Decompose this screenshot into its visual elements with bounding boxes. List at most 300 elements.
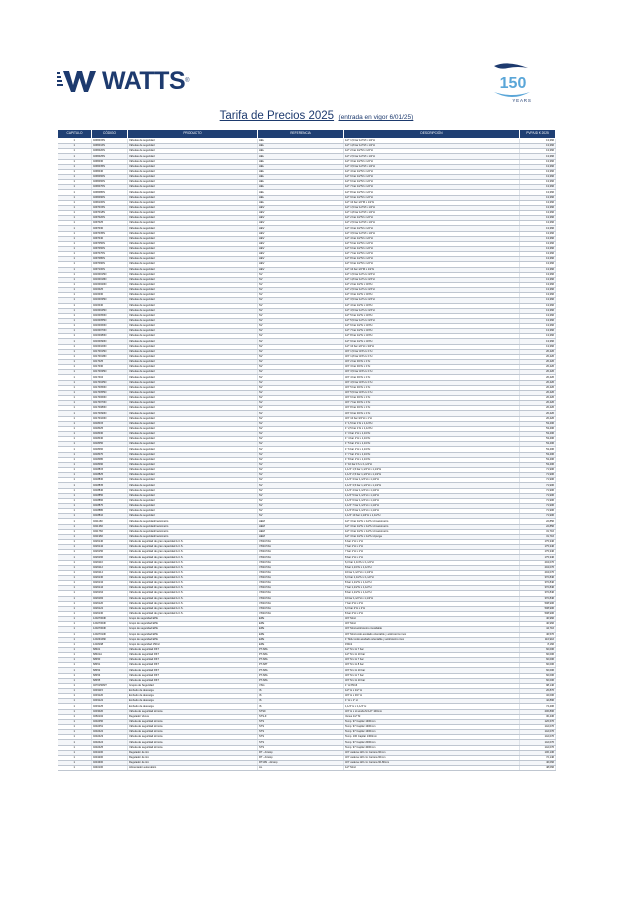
cell-referencia: VSSCTAA [258, 596, 344, 601]
cell-codigo: 02170055N [92, 390, 128, 395]
cell-referencia: HEV [258, 231, 344, 236]
cell-capitulo: 1 [58, 231, 92, 236]
cell-referencia: VSSCTAA [258, 601, 344, 606]
cell-referencia: VSSCTAA [258, 570, 344, 575]
cell-pvp: 60,00€ [520, 663, 556, 668]
cell-referencia: RT - Airstop [258, 750, 344, 755]
cell-codigo: 0232423 [92, 735, 128, 740]
cell-codigo: 0296016N [92, 144, 128, 149]
cell-capitulo: 1 [58, 380, 92, 385]
cell-referencia: IS [258, 704, 344, 709]
cell-producto: Válvulas de seguridad [128, 174, 258, 179]
cell-referencia: VSSCTAA [258, 565, 344, 570]
cell-referencia: SV [258, 288, 344, 293]
watts-w-mark-icon [57, 69, 101, 93]
cell-pvp: 370,84€ [520, 586, 556, 591]
cell-capitulo: 1 [58, 766, 92, 771]
cell-pvp: 13,36€ [520, 169, 556, 174]
cell-capitulo: 1 [58, 509, 92, 514]
cell-descripcion: 3/4" cadena 120 cm Carrera 60mm [344, 755, 520, 760]
cell-producto: Válvulas de seguridad [128, 411, 258, 416]
cell-codigo: 02160050N [92, 313, 128, 318]
cell-pvp: 204,07€ [520, 560, 556, 565]
cell-descripcion: 1" 2,5 bar 1"H x 1,1/4"H [344, 426, 520, 431]
cell-codigo: 0233020 [92, 709, 128, 714]
cell-referencia: PT-68A [258, 647, 344, 652]
cell-capitulo: 1 [58, 519, 92, 524]
cell-producto: Válvulas de seguridad [128, 426, 258, 431]
cell-producto: Regulador de tiro [128, 761, 258, 766]
cell-pvp: 142,07€ [520, 730, 556, 735]
cell-codigo: 0226142 [92, 545, 128, 550]
cell-pvp: 22,85€ [520, 519, 556, 524]
document-title [0, 106, 633, 124]
cell-capitulo: 1 [58, 205, 92, 210]
cell-codigo: 12023166F [92, 637, 128, 642]
cell-producto: Válvulas de seguridad [128, 468, 258, 473]
cell-descripcion: 1/2" 1,5 bar 1/2"M x 1/2"H [344, 205, 520, 210]
cell-capitulo: 1 [58, 426, 92, 431]
cell-descripcion: 1/2" 8 bar 1/2"M x 1/2"H [344, 257, 520, 262]
cell-descripcion: 1/2" 10 bar 1/2"M x 1/2"H [344, 267, 520, 272]
cell-descripcion: 1/2" 3 bar 1/2"H x 1/2"H c/manómetro [344, 524, 520, 529]
cell-descripcion: 1/2" 1,8 bar 1/2"M x 1/2"H [344, 210, 520, 215]
cell-descripcion: 1" 6 bar 1"H x 1,1/4"H [344, 447, 520, 452]
cell-pvp: 126,67€ [520, 719, 556, 724]
cell-producto: Válvulas de seguridad [128, 483, 258, 488]
cell-referencia: SV [258, 509, 344, 514]
cell-pvp: 13,36€ [520, 159, 556, 164]
cell-pvp: 71,90€ [520, 503, 556, 508]
cell-producto: Válvula de seguridad de gran capacidad A.C.S. [128, 570, 258, 575]
cell-pvp: 13,36€ [520, 252, 556, 257]
cell-codigo: 0218040 [92, 437, 128, 442]
cell-descripcion: 1,1/4" 1,5 bar 1,1/4"H x 1,1/2"H [344, 468, 520, 473]
cell-referencia: SV [258, 396, 344, 401]
cell-producto: Válvulas de seguridad [128, 385, 258, 390]
cell-codigo: 0296080N [92, 190, 128, 195]
cell-descripcion: 1/2" 3 bar 1/2"H x 1/2"H c/manómetro [344, 519, 520, 524]
cell-producto: Válvulas de seguridad [128, 226, 258, 231]
cell-referencia: SV [258, 488, 344, 493]
cell-capitulo: 1 [58, 293, 92, 298]
cell-codigo: 0297090N [92, 262, 128, 267]
cell-descripcion: 1/2" 4 bar 1/2"M x 1/2"H [344, 236, 520, 241]
cell-producto: Grupo de seguridad EPE [128, 637, 258, 642]
cell-pvp: 71,90€ [520, 514, 556, 519]
cell-referencia: HEL [258, 159, 344, 164]
cell-referencia: HEM [258, 529, 344, 534]
cell-pvp: 8,16€ [520, 642, 556, 647]
cell-pvp: 13,36€ [520, 144, 556, 149]
cell-referencia: SV [258, 293, 344, 298]
cell-capitulo: 1 [58, 565, 92, 570]
price-table [57, 129, 556, 771]
cell-referencia: VSSCTAA [258, 545, 344, 550]
cell-producto: Válvulas de seguridad [128, 246, 258, 251]
cell-capitulo: 1 [58, 149, 92, 154]
cell-descripcion: 3/4" 4,5 bar 3/4"H x 1"H [344, 380, 520, 385]
cell-capitulo: 1 [58, 421, 92, 426]
cell-pvp: 60,00€ [520, 673, 556, 678]
cell-referencia: HEV [258, 216, 344, 221]
cell-producto: Válvulas de seguridad [128, 159, 258, 164]
cell-referencia: VSSCTAA [258, 560, 344, 565]
cell-capitulo: 1 [58, 303, 92, 308]
cell-codigo: 0232425 [92, 745, 128, 750]
cell-referencia: HEL [258, 149, 344, 154]
cell-codigo: 0296100N [92, 200, 128, 205]
cell-pvp: 26,42€ [520, 365, 556, 370]
cell-capitulo: 1 [58, 683, 92, 688]
cell-referencia: SV [258, 457, 344, 462]
cell-referencia: SV [258, 298, 344, 303]
cell-pvp: 46,57€ [520, 632, 556, 637]
cell-descripcion: 8 bar 2"H x 2"H [344, 611, 520, 616]
cell-codigo: 0218015 [92, 421, 128, 426]
cell-pvp: 13,36€ [520, 164, 556, 169]
cell-pvp: 13,36€ [520, 313, 556, 318]
cell-pvp: 60,00€ [520, 678, 556, 683]
cell-descripcion: 1" 10 bar 1"H x 1,1/4"H [344, 462, 520, 467]
cell-capitulo: 1 [58, 627, 92, 632]
cell-descripcion: 3/4" 1,8 bar 3/4"H x 1"H [344, 354, 520, 359]
cell-codigo: 02170070N [92, 401, 128, 406]
cell-referencia: HEV [258, 205, 344, 210]
cell-pvp: 13,36€ [520, 139, 556, 144]
cell-producto: Válvulas de seguridad [128, 298, 258, 303]
cell-codigo: 0296070N [92, 185, 128, 190]
cell-producto: Válvula de seguridad de gran capacidad A.C.S. [128, 611, 258, 616]
cell-producto: Válvulas de seguridad [128, 241, 258, 246]
cell-producto: Válvulas de seguridad [128, 262, 258, 267]
cell-codigo: 02160090N [92, 339, 128, 344]
cell-referencia: SV [258, 385, 344, 390]
cell-descripcion: 3/4" H x 3/4" H [344, 694, 520, 699]
cell-producto: Válvulas de seguridad [128, 216, 258, 221]
cell-capitulo: 1 [58, 185, 92, 190]
cell-producto: Válvulas de seguridad/manómetro [128, 529, 258, 534]
cell-capitulo: 1 [58, 262, 92, 267]
cell-pvp: 26,42€ [520, 411, 556, 416]
cell-codigo: 0218850 [92, 493, 128, 498]
cell-referencia: HEM [258, 534, 344, 539]
header-codigo: CÓDIGO [92, 130, 128, 139]
cell-producto: Válvulas de seguridad [128, 432, 258, 437]
cell-capitulo: 1 [58, 524, 92, 529]
cell-codigo: 0296030 [92, 159, 128, 164]
cell-producto: Embudo de descarga [128, 694, 258, 699]
cell-referencia: HEL [258, 139, 344, 144]
cell-pvp: 13,36€ [520, 174, 556, 179]
cell-referencia: SV [258, 406, 344, 411]
cell-capitulo: 1 [58, 581, 92, 586]
cell-capitulo: 1 [58, 159, 92, 164]
cell-pvp: 204,07€ [520, 570, 556, 575]
cell-codigo: 02160060N [92, 324, 128, 329]
cell-descripcion: Temp. 97 Capilar 1300mm [344, 725, 520, 730]
cell-pvp: 13,36€ [520, 334, 556, 339]
badge-number: 150 [499, 75, 527, 92]
cell-referencia: AL [258, 766, 344, 771]
cell-referencia: HEV [258, 226, 344, 231]
cell-capitulo: 1 [58, 195, 92, 200]
cell-capitulo: 1 [58, 329, 92, 334]
cell-capitulo: 1 [58, 139, 92, 144]
cell-capitulo: 1 [58, 401, 92, 406]
cell-codigo: 0218060 [92, 447, 128, 452]
cell-producto: Válvula de seguridad de gran capacidad A.C.S. [128, 596, 258, 601]
cell-producto: Válvulas de seguridad [128, 503, 258, 508]
cell-producto: Válvulas de seguridad [128, 349, 258, 354]
cell-pvp: 60,00€ [520, 647, 556, 652]
cell-capitulo: 1 [58, 313, 92, 318]
cell-capitulo: 1 [58, 704, 92, 709]
cell-pvp: 71,90€ [520, 509, 556, 514]
cell-pvp: 13,36€ [520, 308, 556, 313]
cell-pvp: 13,36€ [520, 282, 556, 287]
cell-capitulo: 1 [58, 246, 92, 251]
cell-producto: Válvulas de seguridad [128, 231, 258, 236]
watts-logo [57, 69, 190, 93]
cell-codigo: 02170080N [92, 406, 128, 411]
cell-producto: Válvulas de seguridad [128, 154, 258, 159]
cell-referencia: RT10N - Airstop [258, 761, 344, 766]
cell-codigo: 0296015N [92, 139, 128, 144]
cell-codigo: 1218198 [92, 642, 128, 647]
cell-pvp: 26,42€ [520, 385, 556, 390]
cell-referencia: HEV [258, 257, 344, 262]
cell-referencia: VSSCTAA [258, 575, 344, 580]
cell-pvp: 175,34€ [520, 550, 556, 555]
cell-referencia: HEV [258, 267, 344, 272]
cell-descripcion: 1,1/4" 6 bar 1,1/4"H x 1,1/2"H [344, 498, 520, 503]
cell-referencia: SV [258, 416, 344, 421]
cell-referencia: STS [258, 719, 344, 724]
cell-capitulo: 1 [58, 606, 92, 611]
cell-descripcion: 3/4" 8 bar 3/4"H x 1"H [344, 406, 520, 411]
cell-referencia: HEV [258, 221, 344, 226]
cell-descripcion: 3/4" MxH [344, 622, 520, 627]
cell-referencia: SV [258, 272, 344, 277]
cell-producto: Válvulas de seguridad [128, 390, 258, 395]
cell-descripcion: 1/2" 3,5 bar 1/2"H x 3/4"H [344, 298, 520, 303]
cell-codigo: 0218825 [92, 473, 128, 478]
cell-pvp: 72,14€ [520, 755, 556, 760]
cell-pvp: 13,36€ [520, 236, 556, 241]
cell-capitulo: 1 [58, 570, 92, 575]
cell-codigo: 0218070 [92, 452, 128, 457]
cell-capitulo: 1 [58, 550, 92, 555]
cell-codigo: 0226134 [92, 581, 128, 586]
cell-codigo: 12027013F [92, 632, 128, 637]
header-pvp: PVP/UD € 2025 [520, 130, 556, 139]
badge-word: YEARS [512, 98, 532, 103]
cell-producto: Válvulas de seguridad [128, 437, 258, 442]
cell-descripcion: 1/2" 1,5 bar 1/2"H x 3/4"H [344, 272, 520, 277]
cell-pvp: 71,90€ [520, 493, 556, 498]
cell-producto: Válvulas de seguridad [128, 169, 258, 174]
cell-referencia: EPE [258, 637, 344, 642]
cell-descripcion: 6,3 bar 1,1/4"H x 1,1/4"H [344, 560, 520, 565]
cell-producto: Válvulas de seguridad [128, 185, 258, 190]
cell-descripcion: 1/2" M x H 10 bar [344, 653, 520, 658]
cell-descripcion: Temp. 97 Capilar 2000mm [344, 740, 520, 745]
cell-codigo: 0233115 [92, 689, 128, 694]
cell-codigo: 0226112 [92, 565, 128, 570]
cell-pvp: 175,34€ [520, 555, 556, 560]
cell-referencia: SV [258, 437, 344, 442]
cell-referencia: SV [258, 344, 344, 349]
cell-referencia: HEV [258, 241, 344, 246]
cell-producto: Válvulas de seguridad [128, 149, 258, 154]
cell-referencia: PT-68A [258, 678, 344, 683]
cell-capitulo: 1 [58, 575, 92, 580]
header-capitulo: CAPITULO [58, 130, 92, 139]
cell-producto: Válvulas de seguridad [128, 488, 258, 493]
cell-producto: Válvulas de seguridad/manómetro [128, 534, 258, 539]
cell-pvp: 26,87€ [520, 689, 556, 694]
cell-producto: Válvula de seguridad P&T [128, 678, 258, 683]
cell-capitulo: 1 [58, 308, 92, 313]
cell-referencia: SV [258, 318, 344, 323]
cell-pvp: 508,90€ [520, 611, 556, 616]
cell-producto: Válvulas de seguridad [128, 272, 258, 277]
cell-producto: Válvulas de seguridad [128, 144, 258, 149]
cell-codigo: 0226144 [92, 586, 128, 591]
cell-capitulo: 1 [58, 200, 92, 205]
cell-capitulo: 1 [58, 267, 92, 272]
cell-descripcion: 3/4" 3 bar 3/4"H x 1"H [344, 365, 520, 370]
cell-codigo: 0234300 [92, 761, 128, 766]
cell-producto: Válvulas de seguridad [128, 267, 258, 272]
cell-descripcion: 3/4" M x H 10 bar [344, 668, 520, 673]
cell-pvp: 26,42€ [520, 390, 556, 395]
cell-producto: Válvulas de seguridad [128, 478, 258, 483]
cell-producto: Válvula de seguridad de gran capacidad A.C.S. [128, 591, 258, 596]
cell-codigo: 02170018N [92, 354, 128, 359]
cell-descripcion: 1/2" 3 bar 1/2"H x 3/4"H [344, 293, 520, 298]
cell-capitulo: 1 [58, 180, 92, 185]
cell-producto: Válvulas de seguridad [128, 236, 258, 241]
cell-capitulo: 1 [58, 555, 92, 560]
cell-pvp: 370,84€ [520, 581, 556, 586]
cell-producto: Embudo de descarga [128, 704, 258, 709]
cell-codigo: 0226184 [92, 596, 128, 601]
cell-codigo: 68401A [92, 653, 128, 658]
cell-capitulo: 1 [58, 375, 92, 380]
cell-descripcion: 1/2" 8 bar 1/2"M x 1/2"H [344, 190, 520, 195]
cell-codigo: 12027003F [92, 617, 128, 622]
cell-referencia: SV [258, 483, 344, 488]
cell-capitulo: 1 [58, 370, 92, 375]
cell-capitulo: 1 [58, 473, 92, 478]
cell-capitulo: 1 [58, 611, 92, 616]
cell-codigo: 0296020N [92, 149, 128, 154]
cell-pvp: 60,00€ [520, 668, 556, 673]
cell-referencia: HEL [258, 154, 344, 159]
cell-codigo: 0211960 [92, 534, 128, 539]
cell-producto: Válvulas de seguridad [128, 277, 258, 282]
cell-capitulo: 1 [58, 478, 92, 483]
cell-producto: Válvula de seguridad de gran capacidad A.C.S. [128, 601, 258, 606]
registered-mark: ® [185, 78, 190, 84]
cell-pvp: 26,42€ [520, 360, 556, 365]
cell-capitulo: 1 [58, 257, 92, 262]
cell-codigo: 0297025 [92, 221, 128, 226]
cell-producto: Grupo de seguridad 150ml [128, 642, 258, 647]
cell-producto: Grupo de seguridad EPE [128, 622, 258, 627]
cell-capitulo: 1 [58, 498, 92, 503]
cell-descripcion: 1,1/4" H x 1,1/4" H [344, 704, 520, 709]
cell-codigo: 0218880 [92, 509, 128, 514]
cell-producto: Válvulas de seguridad [128, 313, 258, 318]
cell-pvp: 175,34€ [520, 539, 556, 544]
cell-codigo: 0297035N [92, 231, 128, 236]
cell-producto: Válvulas de seguridad [128, 447, 258, 452]
title-main: Tarifa de Precios 2025 [219, 110, 335, 122]
cell-descripcion: 3/4" 3,5 bar 3/4"H x 1"H [344, 370, 520, 375]
cell-descripcion: 1/2" 3 bar 1/2"H x 1/2"H c/purga [344, 534, 520, 539]
cell-descripcion: 3/4" MxH codo acodado orientable y antirretorno inox [344, 632, 520, 637]
cell-codigo: 0233125 [92, 704, 128, 709]
cell-pvp: 60,00€ [520, 658, 556, 663]
cell-pvp: 204,07€ [520, 565, 556, 570]
cell-producto: Válvula de seguridad de gran capacidad A.C.S. [128, 539, 258, 544]
cell-pvp: 26,42€ [520, 380, 556, 385]
cell-descripcion: 3/4" cadena 120 cm Carrera 60mm [344, 750, 520, 755]
cell-pvp: 13,36€ [520, 303, 556, 308]
cell-producto: Válvula de seguridad P&T [128, 653, 258, 658]
table-row [58, 766, 556, 771]
cell-referencia: VSSCTAA [258, 539, 344, 544]
cell-referencia: SV [258, 426, 344, 431]
cell-referencia: VSSCTAA [258, 555, 344, 560]
header-producto: PRODUCTO [128, 130, 258, 139]
cell-pvp: 370,84€ [520, 596, 556, 601]
cell-capitulo: 1 [58, 725, 92, 730]
cell-descripcion: 7 bar 1"H x 1"H [344, 550, 520, 555]
cell-capitulo: 1 [58, 493, 92, 498]
cell-referencia: VSG [258, 683, 344, 688]
cell-descripcion: 1" 7 bar 1"H x 1,1/4"H [344, 452, 520, 457]
cell-capitulo: 1 [58, 411, 92, 416]
cell-capitulo: 1 [58, 318, 92, 323]
cell-referencia: SV [258, 503, 344, 508]
cell-capitulo: 1 [58, 730, 92, 735]
cell-capitulo: 1 [58, 709, 92, 714]
cell-capitulo: 1 [58, 750, 92, 755]
cell-referencia: EPE [258, 617, 344, 622]
cell-codigo: 0218025 [92, 426, 128, 431]
cell-descripcion: 1" 3 bar 1"H x 1,1/4"H [344, 432, 520, 437]
cell-referencia: SV [258, 365, 344, 370]
cell-descripcion: 1/2" 9 bar 1/2"H x 3/4"H [344, 339, 520, 344]
cell-descripcion: 1/2" 5 bar 1/2"H x 3/4"H [344, 313, 520, 318]
cell-codigo: 0226130 [92, 611, 128, 616]
cell-capitulo: 1 [58, 689, 92, 694]
cell-pvp: 30,43€ [520, 714, 556, 719]
cell-referencia: HEL [258, 174, 344, 179]
cell-pvp: 13,36€ [520, 277, 556, 282]
cell-capitulo: 1 [58, 622, 92, 627]
cell-referencia: HEV [258, 262, 344, 267]
cell-codigo: 02170090N [92, 411, 128, 416]
cell-producto: Válvulas de seguridad [128, 210, 258, 215]
cell-capitulo: 1 [58, 447, 92, 452]
cell-capitulo: 1 [58, 642, 92, 647]
cell-codigo: 0232451 [92, 725, 128, 730]
